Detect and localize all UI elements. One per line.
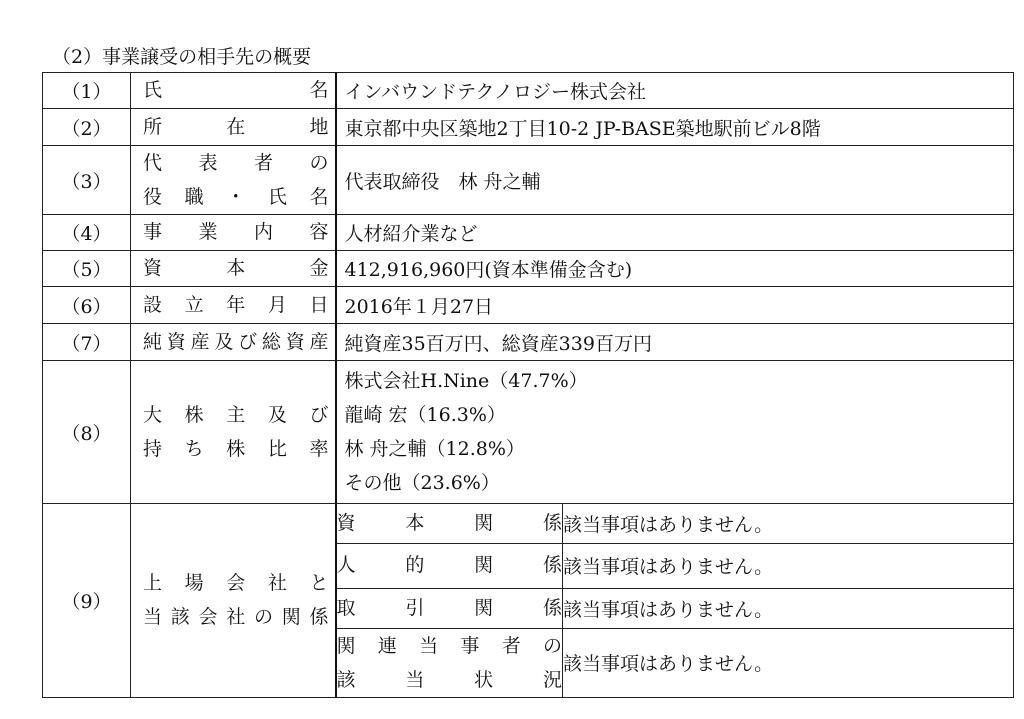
- row-label-address: 所在地: [131, 109, 336, 146]
- row-number: （8）: [43, 361, 131, 504]
- row-label-name: 氏名: [131, 73, 336, 109]
- table-row: [43, 361, 1014, 504]
- sub-label-personnel: 人的関係: [337, 543, 563, 588]
- table-row: [43, 109, 1014, 146]
- table-row: [43, 73, 1014, 109]
- label-line: 代表者の: [143, 152, 329, 174]
- row-number: （5）: [43, 251, 131, 287]
- row-label-shareholders: [131, 361, 336, 504]
- row-value-capital: 412,916,960円(資本準備金含む): [336, 251, 1014, 287]
- row-value-established: 2016年１月27日: [336, 287, 1014, 324]
- table-row: [43, 324, 1014, 361]
- shareholder-item: 林 舟之輔（12.8%）: [344, 438, 525, 460]
- company-overview-table: [42, 72, 1014, 698]
- sub-row: [337, 588, 1014, 628]
- table-row: [43, 251, 1014, 287]
- sub-label-capital: 資本関係: [337, 504, 563, 543]
- row-label-representative: [131, 146, 336, 215]
- row-number: （2）: [43, 109, 131, 146]
- label-line: 関連当事者の: [336, 634, 562, 657]
- row-value-shareholders: [336, 361, 1014, 504]
- row-number: （4）: [43, 215, 131, 251]
- table-row: [43, 504, 1014, 698]
- row-value-assets: 純資産35百万円、総資産339百万円: [336, 324, 1014, 361]
- row-label-assets: 純資産及び総資産: [131, 324, 336, 361]
- row-number: （9）: [43, 504, 131, 698]
- section-title: （2）事業譲受の相手先の概要: [52, 46, 312, 68]
- sub-value-related-party: 該当事項はありません。: [563, 653, 774, 675]
- shareholder-item: 株式会社H.Nine（47.7%）: [344, 370, 588, 392]
- row-label-established: 設立年月日: [131, 287, 336, 324]
- label-line: 役職・氏名: [143, 186, 329, 208]
- sub-label-trade: 取引関係: [337, 588, 563, 628]
- row-number: （7）: [43, 324, 131, 361]
- label-line: 大株主及び: [143, 404, 329, 426]
- row-label-capital: 資本金: [131, 251, 336, 287]
- table-row: [43, 215, 1014, 251]
- relationship-subtable: [337, 504, 1014, 697]
- sub-row: [337, 504, 1014, 543]
- label-line: 持ち株比率: [143, 438, 329, 460]
- row-value-representative: 代表取締役 林 舟之輔: [336, 146, 1014, 215]
- row-label-relationship: [131, 504, 336, 698]
- table-row: [43, 146, 1014, 215]
- row-value-business: 人材紹介業など: [336, 215, 1014, 251]
- sub-value-trade: 該当事項はありません。: [563, 588, 1014, 628]
- row-label-business: 事業内容: [131, 215, 336, 251]
- row-value-name: インバウンドテクノロジー株式会社: [336, 73, 1014, 109]
- label-line: 上場会社と: [143, 572, 329, 595]
- sub-value-personnel: 該当事項はありません。: [563, 543, 1014, 588]
- sub-row: [337, 543, 1014, 588]
- shareholder-item: その他（23.6%）: [344, 472, 500, 494]
- label-line: 該当状況: [336, 668, 562, 691]
- row-number: （6）: [43, 287, 131, 324]
- sub-label-related-party: [337, 628, 563, 697]
- row-number: （1）: [43, 73, 131, 109]
- table-row: [43, 287, 1014, 324]
- row-value-address: 東京都中央区築地2丁目10-2 JP-BASE築地駅前ビル8階: [336, 109, 1014, 146]
- row-number: （3）: [43, 146, 131, 215]
- label-line: 当該会社の関係: [143, 606, 329, 629]
- relationship-subtable-cell: [336, 504, 1014, 698]
- shareholder-item: 龍崎 宏（16.3%）: [344, 404, 506, 426]
- sub-row: [337, 628, 1014, 697]
- sub-value-capital: 該当事項はありません。: [563, 504, 1014, 543]
